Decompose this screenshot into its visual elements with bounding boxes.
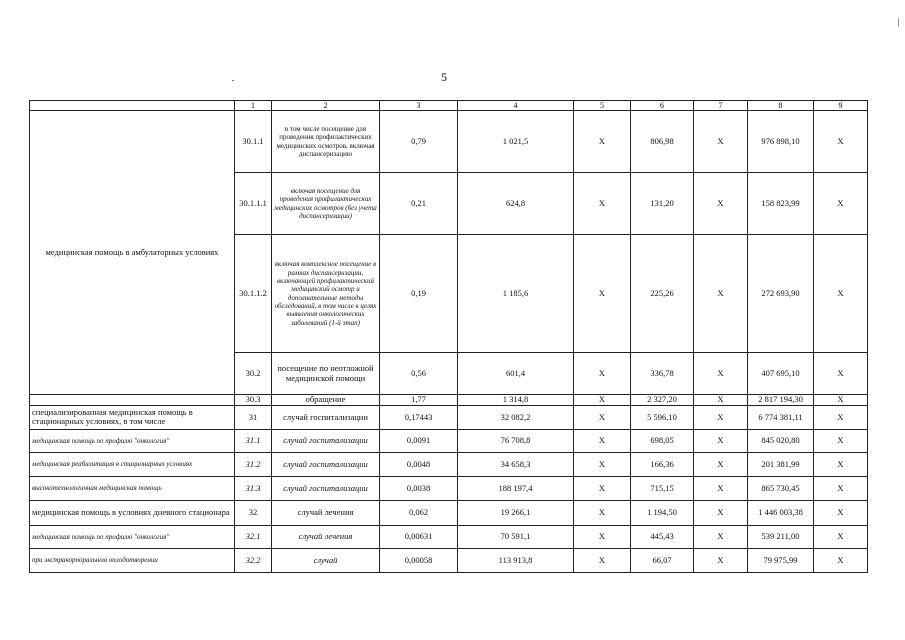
table-row bbox=[30, 452, 868, 476]
value-cell: X bbox=[814, 525, 868, 548]
value-cell: X bbox=[694, 405, 748, 429]
header-cell-3: 3 bbox=[380, 101, 458, 111]
table-row bbox=[30, 405, 868, 429]
value-cell: 0,21 bbox=[380, 173, 458, 235]
value-cell: X bbox=[574, 525, 631, 548]
header-cell-1: 1 bbox=[235, 101, 272, 111]
value-cell: 19 266,1 bbox=[458, 500, 574, 525]
value-cell: 845 020,80 bbox=[748, 429, 814, 452]
table-row bbox=[30, 395, 868, 406]
value-cell: 1 021,5 bbox=[458, 111, 574, 173]
header-cell-0 bbox=[30, 101, 235, 111]
value-cell: 0,0038 bbox=[380, 476, 458, 500]
row-label: медицинская помощь по профилю "онкология" bbox=[30, 429, 235, 452]
value-cell: 113 913,8 bbox=[458, 548, 574, 572]
value-cell: 225,26 bbox=[631, 235, 694, 353]
value-cell: 188 197,4 bbox=[458, 476, 574, 500]
unit-cell: случай госпитализации bbox=[272, 476, 380, 500]
value-cell: X bbox=[574, 452, 631, 476]
page-number: 5 bbox=[441, 70, 447, 84]
value-cell: 0,062 bbox=[380, 500, 458, 525]
value-cell: 0,00058 bbox=[380, 548, 458, 572]
code-cell: 32.2 bbox=[235, 548, 272, 572]
value-cell: X bbox=[814, 548, 868, 572]
value-cell: X bbox=[814, 452, 868, 476]
value-cell: X bbox=[574, 548, 631, 572]
code-cell: 31.2 bbox=[235, 452, 272, 476]
value-cell: 1,77 bbox=[380, 395, 458, 406]
value-cell: 1 194,50 bbox=[631, 500, 694, 525]
unit-cell: обращение bbox=[272, 395, 380, 406]
value-cell: X bbox=[574, 353, 631, 395]
value-cell: 1 314,8 bbox=[458, 395, 574, 406]
group-label-ambulatory: медицинская помощь в амбулаторных условиях bbox=[30, 111, 235, 395]
value-cell: 79 975,99 bbox=[748, 548, 814, 572]
scan-edge-mark bbox=[898, 18, 899, 27]
value-cell: X bbox=[694, 452, 748, 476]
value-cell: 0,19 bbox=[380, 235, 458, 353]
header-row bbox=[30, 101, 868, 111]
value-cell: X bbox=[694, 111, 748, 173]
unit-cell: случай госпитализации bbox=[272, 429, 380, 452]
unit-cell: включая посещение для проведения профилактических медицинских осмотров (без учета диспансеризации) bbox=[272, 173, 380, 235]
scan-speck bbox=[232, 80, 234, 81]
code-cell: 31 bbox=[235, 405, 272, 429]
table-row bbox=[30, 548, 868, 572]
value-cell: X bbox=[694, 525, 748, 548]
value-cell: 0,79 bbox=[380, 111, 458, 173]
unit-cell: посещение по неотложной медицинской помощи bbox=[272, 353, 380, 395]
value-cell: 34 658,3 bbox=[458, 452, 574, 476]
header-cell-9: 9 bbox=[814, 101, 868, 111]
value-cell: 336,78 bbox=[631, 353, 694, 395]
tariff-table bbox=[29, 100, 868, 573]
code-cell: 30.1.1 bbox=[235, 111, 272, 173]
value-cell: X bbox=[814, 235, 868, 353]
value-cell: X bbox=[694, 235, 748, 353]
value-cell: 201 381,99 bbox=[748, 452, 814, 476]
value-cell: 2 817 194,30 bbox=[748, 395, 814, 406]
value-cell: X bbox=[814, 476, 868, 500]
row-label: медицинская помощь по профилю "онкология" bbox=[30, 525, 235, 548]
value-cell: X bbox=[694, 395, 748, 406]
table-row bbox=[30, 111, 868, 173]
value-cell: 865 730,45 bbox=[748, 476, 814, 500]
value-cell: X bbox=[814, 173, 868, 235]
value-cell: X bbox=[574, 405, 631, 429]
value-cell: 166,36 bbox=[631, 452, 694, 476]
value-cell: 76 708,8 bbox=[458, 429, 574, 452]
code-cell: 30.1.1.2 bbox=[235, 235, 272, 353]
value-cell: 976 898,10 bbox=[748, 111, 814, 173]
value-cell: 158 823,99 bbox=[748, 173, 814, 235]
code-cell: 32.1 bbox=[235, 525, 272, 548]
table-row bbox=[30, 429, 868, 452]
value-cell: X bbox=[574, 476, 631, 500]
value-cell: X bbox=[814, 353, 868, 395]
value-cell: X bbox=[814, 395, 868, 406]
code-cell: 32 bbox=[235, 500, 272, 525]
table-row bbox=[30, 500, 868, 525]
value-cell: 624,8 bbox=[458, 173, 574, 235]
code-cell: 30.3 bbox=[235, 395, 272, 406]
value-cell: X bbox=[694, 548, 748, 572]
value-cell: 2 327,20 bbox=[631, 395, 694, 406]
header-cell-4: 4 bbox=[458, 101, 574, 111]
unit-cell: случай госпитализации bbox=[272, 452, 380, 476]
value-cell: 0,00631 bbox=[380, 525, 458, 548]
value-cell: 407 695,10 bbox=[748, 353, 814, 395]
header-cell-5: 5 bbox=[574, 101, 631, 111]
value-cell: 698,05 bbox=[631, 429, 694, 452]
value-cell: 601,4 bbox=[458, 353, 574, 395]
value-cell: 715,15 bbox=[631, 476, 694, 500]
value-cell: X bbox=[574, 235, 631, 353]
value-cell: X bbox=[694, 173, 748, 235]
code-cell: 30.1.1.1 bbox=[235, 173, 272, 235]
value-cell: 70 591,1 bbox=[458, 525, 574, 548]
value-cell: 5 596,10 bbox=[631, 405, 694, 429]
value-cell: 6 774 381,11 bbox=[748, 405, 814, 429]
value-cell: X bbox=[814, 500, 868, 525]
row-label: медицинская помощь в условиях дневного стационара bbox=[30, 500, 235, 525]
value-cell: X bbox=[574, 500, 631, 525]
value-cell: 66,07 bbox=[631, 548, 694, 572]
value-cell: 445,43 bbox=[631, 525, 694, 548]
value-cell: X bbox=[574, 429, 631, 452]
value-cell: 131,20 bbox=[631, 173, 694, 235]
value-cell: X bbox=[814, 405, 868, 429]
value-cell: 1 446 003,38 bbox=[748, 500, 814, 525]
value-cell: 0,17443 bbox=[380, 405, 458, 429]
value-cell: 539 211,00 bbox=[748, 525, 814, 548]
value-cell: X bbox=[574, 111, 631, 173]
unit-cell: в том числе посещение для проведения профилактических медицинских осмотров, включая диспансеризацию bbox=[272, 111, 380, 173]
table-row bbox=[30, 476, 868, 500]
unit-cell: случай госпитализации bbox=[272, 405, 380, 429]
value-cell: 0,0091 bbox=[380, 429, 458, 452]
value-cell: X bbox=[694, 429, 748, 452]
value-cell: X bbox=[574, 395, 631, 406]
value-cell: 0,0048 bbox=[380, 452, 458, 476]
value-cell: X bbox=[814, 111, 868, 173]
code-cell: 30.2 bbox=[235, 353, 272, 395]
code-cell: 31.3 bbox=[235, 476, 272, 500]
value-cell: X bbox=[694, 500, 748, 525]
row-label: высокотехнологичная медицинская помощь bbox=[30, 476, 235, 500]
value-cell: 272 693,90 bbox=[748, 235, 814, 353]
value-cell: 0,56 bbox=[380, 353, 458, 395]
value-cell: X bbox=[814, 429, 868, 452]
header-cell-2: 2 bbox=[272, 101, 380, 111]
value-cell: 1 185,6 bbox=[458, 235, 574, 353]
value-cell: X bbox=[694, 353, 748, 395]
empty-label-cell bbox=[30, 395, 235, 406]
header-cell-6: 6 bbox=[631, 101, 694, 111]
header-cell-7: 7 bbox=[694, 101, 748, 111]
unit-cell: случай bbox=[272, 548, 380, 572]
code-cell: 31.1 bbox=[235, 429, 272, 452]
table-row bbox=[30, 525, 868, 548]
value-cell: X bbox=[694, 476, 748, 500]
value-cell: 32 082,2 bbox=[458, 405, 574, 429]
row-label: при экстракорпоральном оплодотворении bbox=[30, 548, 235, 572]
header-cell-8: 8 bbox=[748, 101, 814, 111]
value-cell: 806,98 bbox=[631, 111, 694, 173]
row-label: специализированная медицинская помощь в стационарных условиях, в том числе bbox=[30, 405, 235, 429]
unit-cell: случай лечения bbox=[272, 500, 380, 525]
unit-cell: включая комплексное посещение в рамках диспансеризации, включающей профилактический медицинский осмотр и дополнительные методы обследований, в том числе в целях выявления онкологических заболеваний (1-й этап) bbox=[272, 235, 380, 353]
row-label: медицинская реабилитация в стационарных условиях bbox=[30, 452, 235, 476]
unit-cell: случай лечения bbox=[272, 525, 380, 548]
value-cell: X bbox=[574, 173, 631, 235]
